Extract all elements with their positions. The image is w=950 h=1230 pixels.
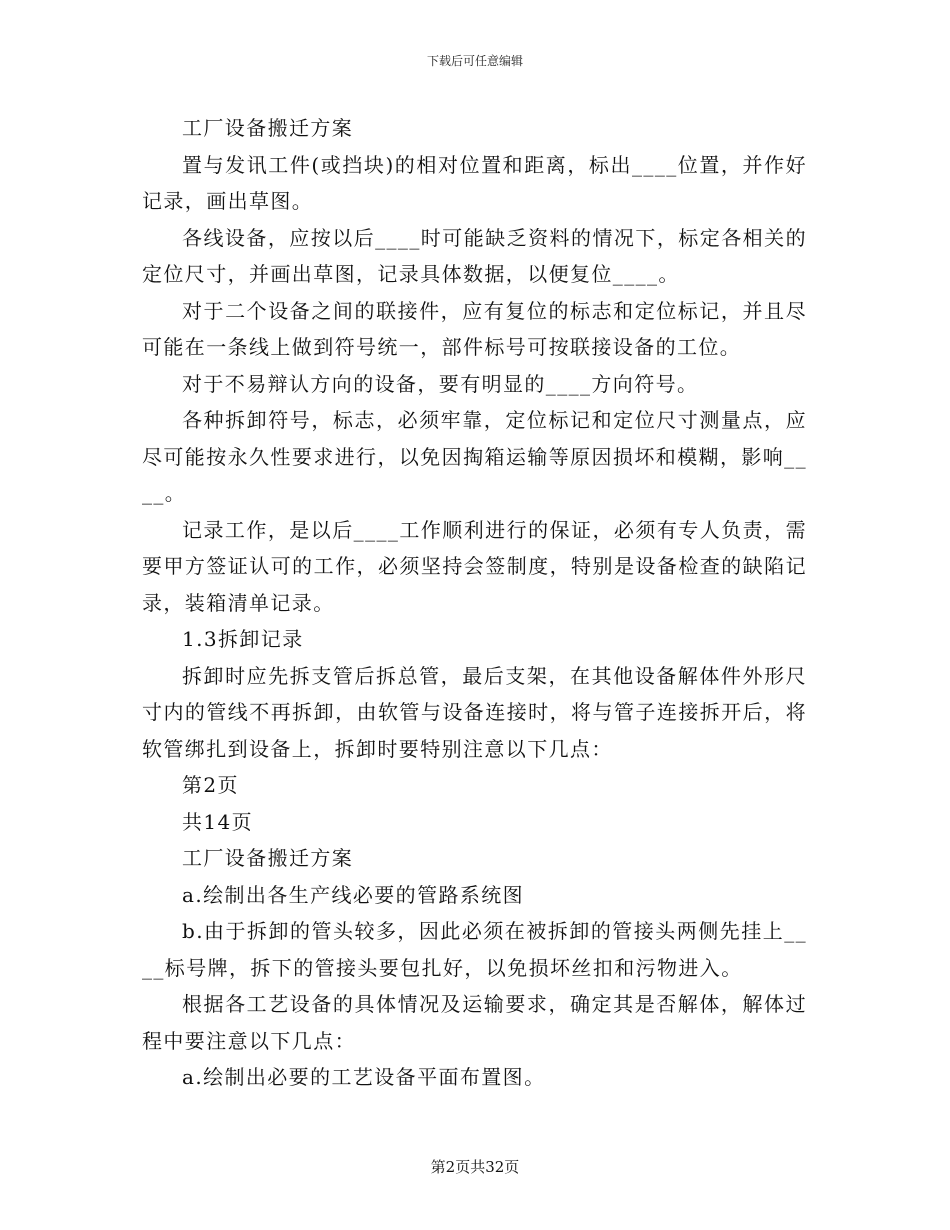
paragraph-title: 工厂设备搬迁方案 [182,846,354,870]
paragraph: 记录工作，是以后____工作顺利进行的保证，必须有专人负责，需要甲方签证认可的工作，必须坚持会签制度，特别是设备检查的缺陷记录，装箱清单记录。 [142,517,807,615]
paragraph: 拆卸时应先拆支管后拆总管，最后支架，在其他设备解体件外形尺寸内的管线不再拆卸，由软管与设备连接时，将与管子连接拆开后，将软管绑扎到设备上，拆卸时要特别注意以下几点： [142,663,807,761]
paragraph: 根据各工艺设备的具体情况及运输要求，确定其是否解体，解体过程中要注意以下几点： [142,992,807,1053]
paragraph: 置与发讯工件(或挡块)的相对位置和距离，标出____位置，并作好记录，画出草图。 [142,152,807,213]
list-item: a.绘制出各生产线必要的管路系统图 [182,882,525,907]
section-heading: 1.3拆卸记录 [182,627,304,651]
list-item: a.绘制出必要的工艺设备平面布置图。 [182,1065,546,1089]
paragraph: 各种拆卸符号，标志，必须牢靠，定位标记和定位尺寸测量点，应尽可能按永久性要求进行，以免因掏箱运输等原因损坏和模糊，影响____。 [142,408,807,505]
paragraph: 对于二个设备之间的联接件，应有复位的标志和定位标记，并且尽可能在一条线上做到符号统一，部件标号可按联接设备的工位。 [142,298,807,359]
page-number-line: 第2页 [182,773,239,797]
list-item: b.由于拆卸的管头较多，因此必须在被拆卸的管接头两侧先挂上____标号牌，拆下的管接头要包扎好，以免损坏丝扣和污物进入。 [142,919,807,980]
document-body [142,110,807,1096]
page-footer: 第2页共32页 [430,1158,520,1176]
page-total-line: 共14页 [182,809,254,834]
paragraph: 对于不易辩认方向的设备，要有明显的____方向符号。 [182,371,699,396]
paragraph-title: 工厂设备搬迁方案 [182,116,354,140]
page-header: 下载后可任意编辑 [426,54,523,68]
paragraph: 各线设备，应按以后____时可能缺乏资料的情况下，标定各相关的定位尺寸，并画出草图，记录具体数据，以便复位____。 [142,225,807,286]
